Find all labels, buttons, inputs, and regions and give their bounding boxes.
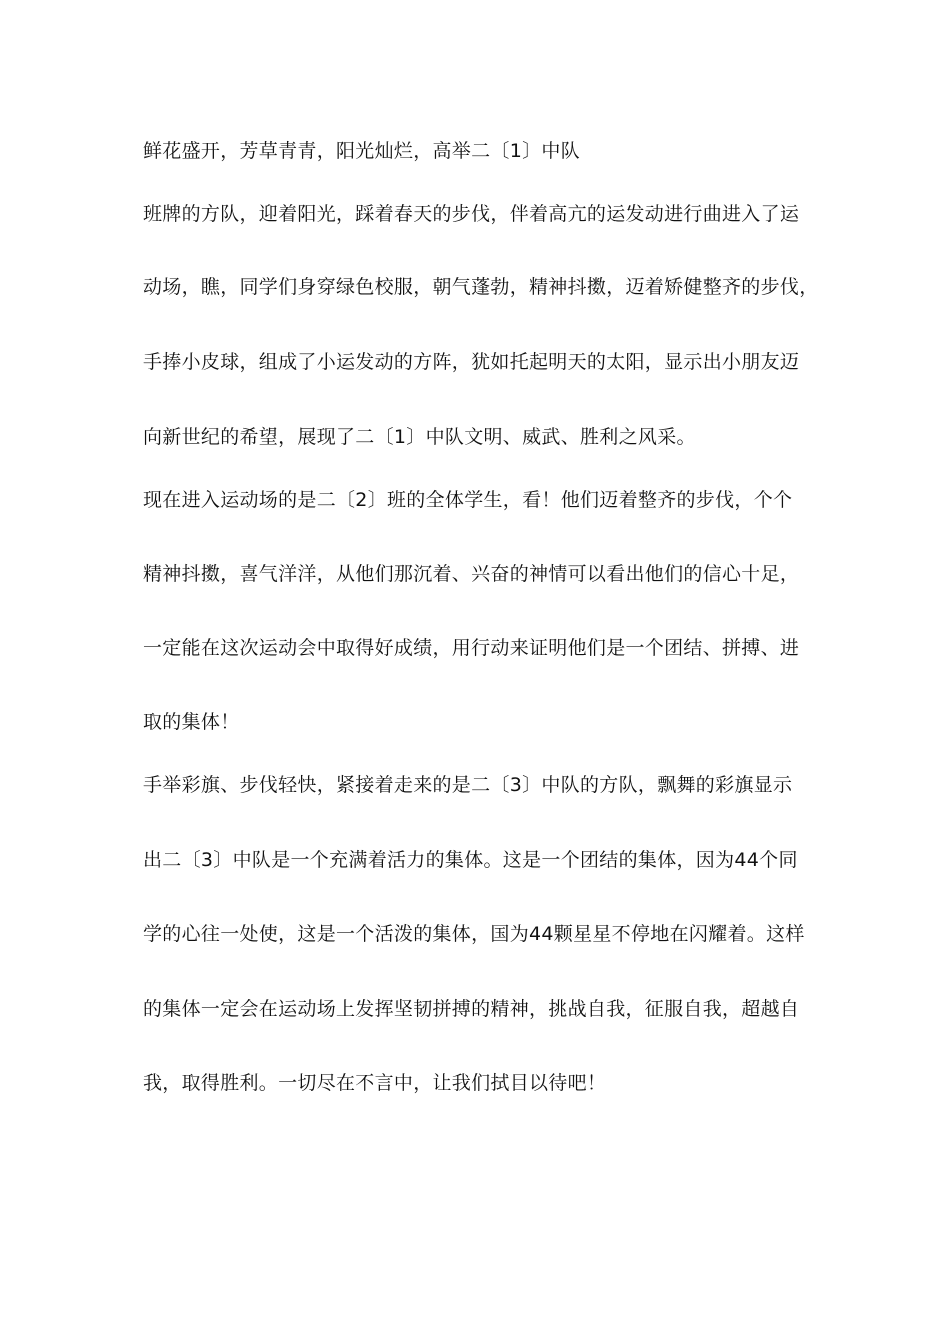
paragraph-1-line-2: 班牌的方队，迎着阳光，踩着春天的步伐，伴着高亢的运发动进行曲进入了运 (143, 203, 800, 225)
paragraph-2-line-1: 现在进入运动场的是二〔2〕班的全体学生，看！他们迈着整齐的步伐，个个 (143, 489, 793, 511)
paragraph-3-line-2: 出二〔3〕中队是一个充满着活力的集体。这是一个团结的集体，因为44个同 (143, 849, 798, 871)
paragraph-2-line-2: 精神抖擞，喜气洋洋，从他们那沉着、兴奋的神情可以看出他们的信心十足， (143, 563, 800, 585)
paragraph-3-line-5: 我，取得胜利。一切尽在不言中，让我们拭目以待吧！ (143, 1072, 607, 1094)
paragraph-2-line-4: 取的集体！ (143, 711, 240, 733)
paragraph-1-line-5: 向新世纪的希望，展现了二〔1〕中队文明、威武、胜利之风采。 (143, 426, 696, 448)
paragraph-3-line-4: 的集体一定会在运动场上发挥坚韧拼搏的精神，挑战自我，征服自我，超越自 (143, 998, 800, 1020)
paragraph-1-line-3: 动场，瞧，同学们身穿绿色校服，朝气蓬勃，精神抖擞，迈着矫健整齐的步伐， (143, 276, 819, 298)
paragraph-1-line-1: 鲜花盛开，芳草青青，阳光灿烂，高举二〔1〕中队 (143, 140, 580, 162)
paragraph-1-line-4: 手捧小皮球，组成了小运发动的方阵，犹如托起明天的太阳，显示出小朋友迈 (143, 351, 800, 373)
paragraph-3-line-3: 学的心往一处使，这是一个活泼的集体，国为44颗星星不停地在闪耀着。这样 (143, 923, 805, 945)
paragraph-2-line-3: 一定能在这次运动会中取得好成绩，用行动来证明他们是一个团结、拼搏、进 (143, 637, 800, 659)
paragraph-3-line-1: 手举彩旗、步伐轻快，紧接着走来的是二〔3〕中队的方队，飘舞的彩旗显示 (143, 774, 793, 796)
